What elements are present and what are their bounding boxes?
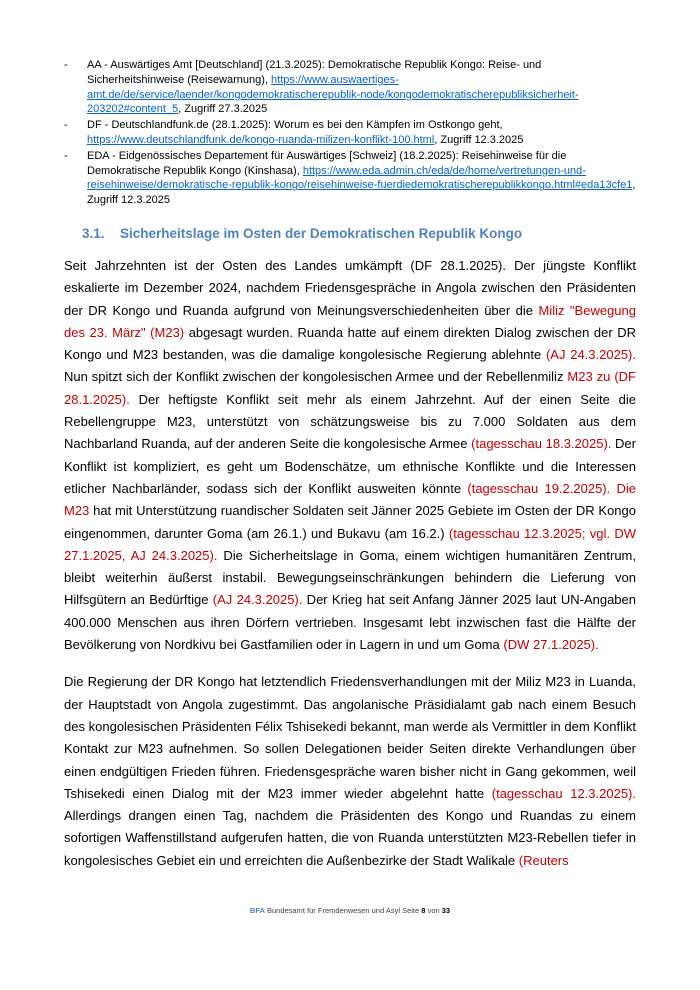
highlighted-citation: (Reuters — [518, 852, 569, 868]
body-text: Der Krieg hat seit Anfang Jänner 2025 laut UN-Angaben 400.000 Menschen aus ihren Dörfern vertrieben. Insgesamt lebt inzwischen fast die Hälfte der Bevölkerung von Nordkivu bei Gastfamilien oder in Lagern in und um Goma — [64, 592, 637, 653]
body-text: DF - Deutschlandfunk.de (28.1.2025): Worum es bei den Kämpfen im Ostkongo geht, — [87, 119, 503, 132]
body-text: Der Konflikt ist kompliziert, es geht um Bodenschätze, um ethnische Konflikte und die Interessen etlicher Nachbarländer, sodass sich der Konflikt ausweiten könnte — [64, 436, 636, 496]
hyperlink[interactable]: https://www.eda.admin.ch/eda/de/home/vertretungen-und-reisehinweise/demokratische-republik-kongo/reisehinweise-fuerdiedemokratischerepublikkongo.html#eda13cfe1 — [87, 164, 633, 192]
footer-total-pages: 33 — [441, 906, 451, 915]
source-text — [87, 118, 636, 148]
section-heading — [82, 226, 636, 241]
body-text: , Zugriff 12.3.2025 — [87, 179, 636, 207]
section-number: 3.1. — [82, 225, 105, 241]
body-text: , Zugriff 12.3.2025 — [434, 133, 524, 146]
body-text: Nun spitzt sich der Konflikt zwischen der kongolesischen Armee und der Rebellenmiliz — [64, 369, 568, 385]
source-item — [64, 118, 636, 148]
bullet-dash: - — [64, 119, 68, 132]
footer-org-abbr: BFA — [249, 906, 265, 915]
source-text — [87, 58, 636, 117]
paragraph-peace-negotiations — [64, 671, 636, 872]
body-text: EDA - Eidgenössisches Departement für Auswärtiges [Schweiz] (18.2.2025): Reisehinweise für die Demokratische Republik Kongo (Kinshasa), — [87, 149, 567, 177]
body-text: abgesagt wurden. Ruanda hatte auf einem direkten Dialog zwischen der DR Kongo und M23 bestanden, was die damalige kongolesische Regierung ablehnte — [64, 324, 636, 363]
page-footer — [0, 906, 700, 915]
source-item — [64, 149, 636, 208]
hyperlink[interactable]: https://www.auswaertiges-amt.de/de/service/laender/kongodemokratischerepublik-node/kongodemokratischerepubliksicherheit-203202#content_5 — [87, 73, 579, 116]
highlighted-citation: (AJ 24.3.2025). — [545, 347, 637, 363]
body-text: AA - Auswärtiges Amt [Deutschland] (21.3.2025): Demokratische Republik Kongo: Reise- und Sicherheitshinweise (Reisewarnung), — [87, 59, 542, 86]
body-text: Allerdings drangen einen Tag, nachdem die Präsidenten des Kongo und Ruandas zu einem sofortigen Waffenstillstand aufgerufen hatten, die von Ruanda unterstützten M23-Rebellen tiefer in kongolesisches Gebiet ein und erreichten die Außenbezirke der Stadt Walikale — [64, 808, 636, 868]
hyperlink[interactable]: https://www.deutschlandfunk.de/kongo-ruanda-milizen-konflikt-100.html — [87, 133, 435, 146]
body-text: Die Regierung der DR Kongo hat letztendlich Friedensverhandlungen mit der Miliz M23 in Luanda, der Hauptstadt von Angola zugestimmt. Das angolanische Präsidialamt gab nach einem Besuch des kongolesischen Präsidenten Félix Tshisekedi bekannt, man werde als Vermittler in dem Konflikt Kontakt zur M23 aufnehmen. So sollen Delegationen beider Seiten direkte Verhandlungen über einen endgültigen Frieden führen. Friedensgespräche waren bisher nicht in Gang gekommen, weil Tshisekedi einen Dialog mit der M23 immer wieder abgelehnt hatte — [64, 674, 636, 801]
paragraph-security-situation — [64, 255, 636, 656]
source-text — [87, 149, 636, 208]
body-text: Die Sicherheitslage in Goma, einem wichtigen humanitären Zentrum, bleibt weiterhin äußerst instabil. Bewegungseinschränkungen behindern die Lieferung von Hilfsgütern an Bedürftige — [64, 547, 636, 608]
highlighted-citation: (tagesschau 12.3.2025). — [491, 785, 636, 801]
bullet-dash: - — [64, 149, 68, 162]
bullet-dash: - — [64, 59, 68, 71]
footer-page-label: Seite — [402, 906, 420, 915]
highlighted-citation: (tagesschau 12.3.2025; vgl. DW 27.1.2025, AJ 24.3.2025). — [64, 525, 637, 563]
source-item — [64, 58, 636, 117]
highlighted-citation: (DW 27.1.2025). — [503, 637, 599, 653]
highlighted-citation: (AJ 24.3.2025). — [212, 592, 303, 608]
highlighted-citation: (tagesschau 18.3.2025). — [471, 436, 612, 452]
section-title: Sicherheitslage im Osten der Demokratischen Republik Kongo — [120, 225, 523, 241]
source-list — [64, 58, 636, 208]
highlighted-citation: (tagesschau 19.2.2025). Die M23 — [64, 480, 636, 519]
footer-org-name: Bundesamt für Fremdenwesen und Asyl — [267, 906, 400, 915]
highlighted-citation: Miliz "Bewegung des 23. März" (M23) — [64, 302, 636, 340]
body-text: hat mit Unterstützung ruandischer Soldaten seit Jänner 2025 Gebiete im Osten der DR Kongo eingenommen, darunter Goma (am 26.1.) und Bukavu (am 16.2.) — [64, 503, 636, 541]
body-text: Der heftigste Konflikt seit mehr als einem Jahrzehnt. Auf der einen Seite die Rebellengruppe M23, unterstützt von schätzungsweise bis zu 7.000 Soldaten aus dem Nachbarland Ruanda, auf der anderen Seite die kongolesische Armee — [64, 391, 636, 452]
body-text: , Zugriff 27.3.2025 — [178, 103, 268, 116]
highlighted-citation: M23 zu (DF 28.1.2025). — [64, 369, 636, 407]
body-text: Seit Jahrzehnten ist der Osten des Landes umkämpft (DF 28.1.2025). Der jüngste Konflikt eskalierte im Dezember 2024, nachdem Friedensgespräche in Angola zwischen den Präsidenten der DR Kongo und Ruanda aufgrund von Meinungsverschiedenheiten über die — [64, 257, 636, 318]
footer-of-label: von — [427, 906, 440, 915]
footer-page-number: 8 — [421, 906, 426, 915]
